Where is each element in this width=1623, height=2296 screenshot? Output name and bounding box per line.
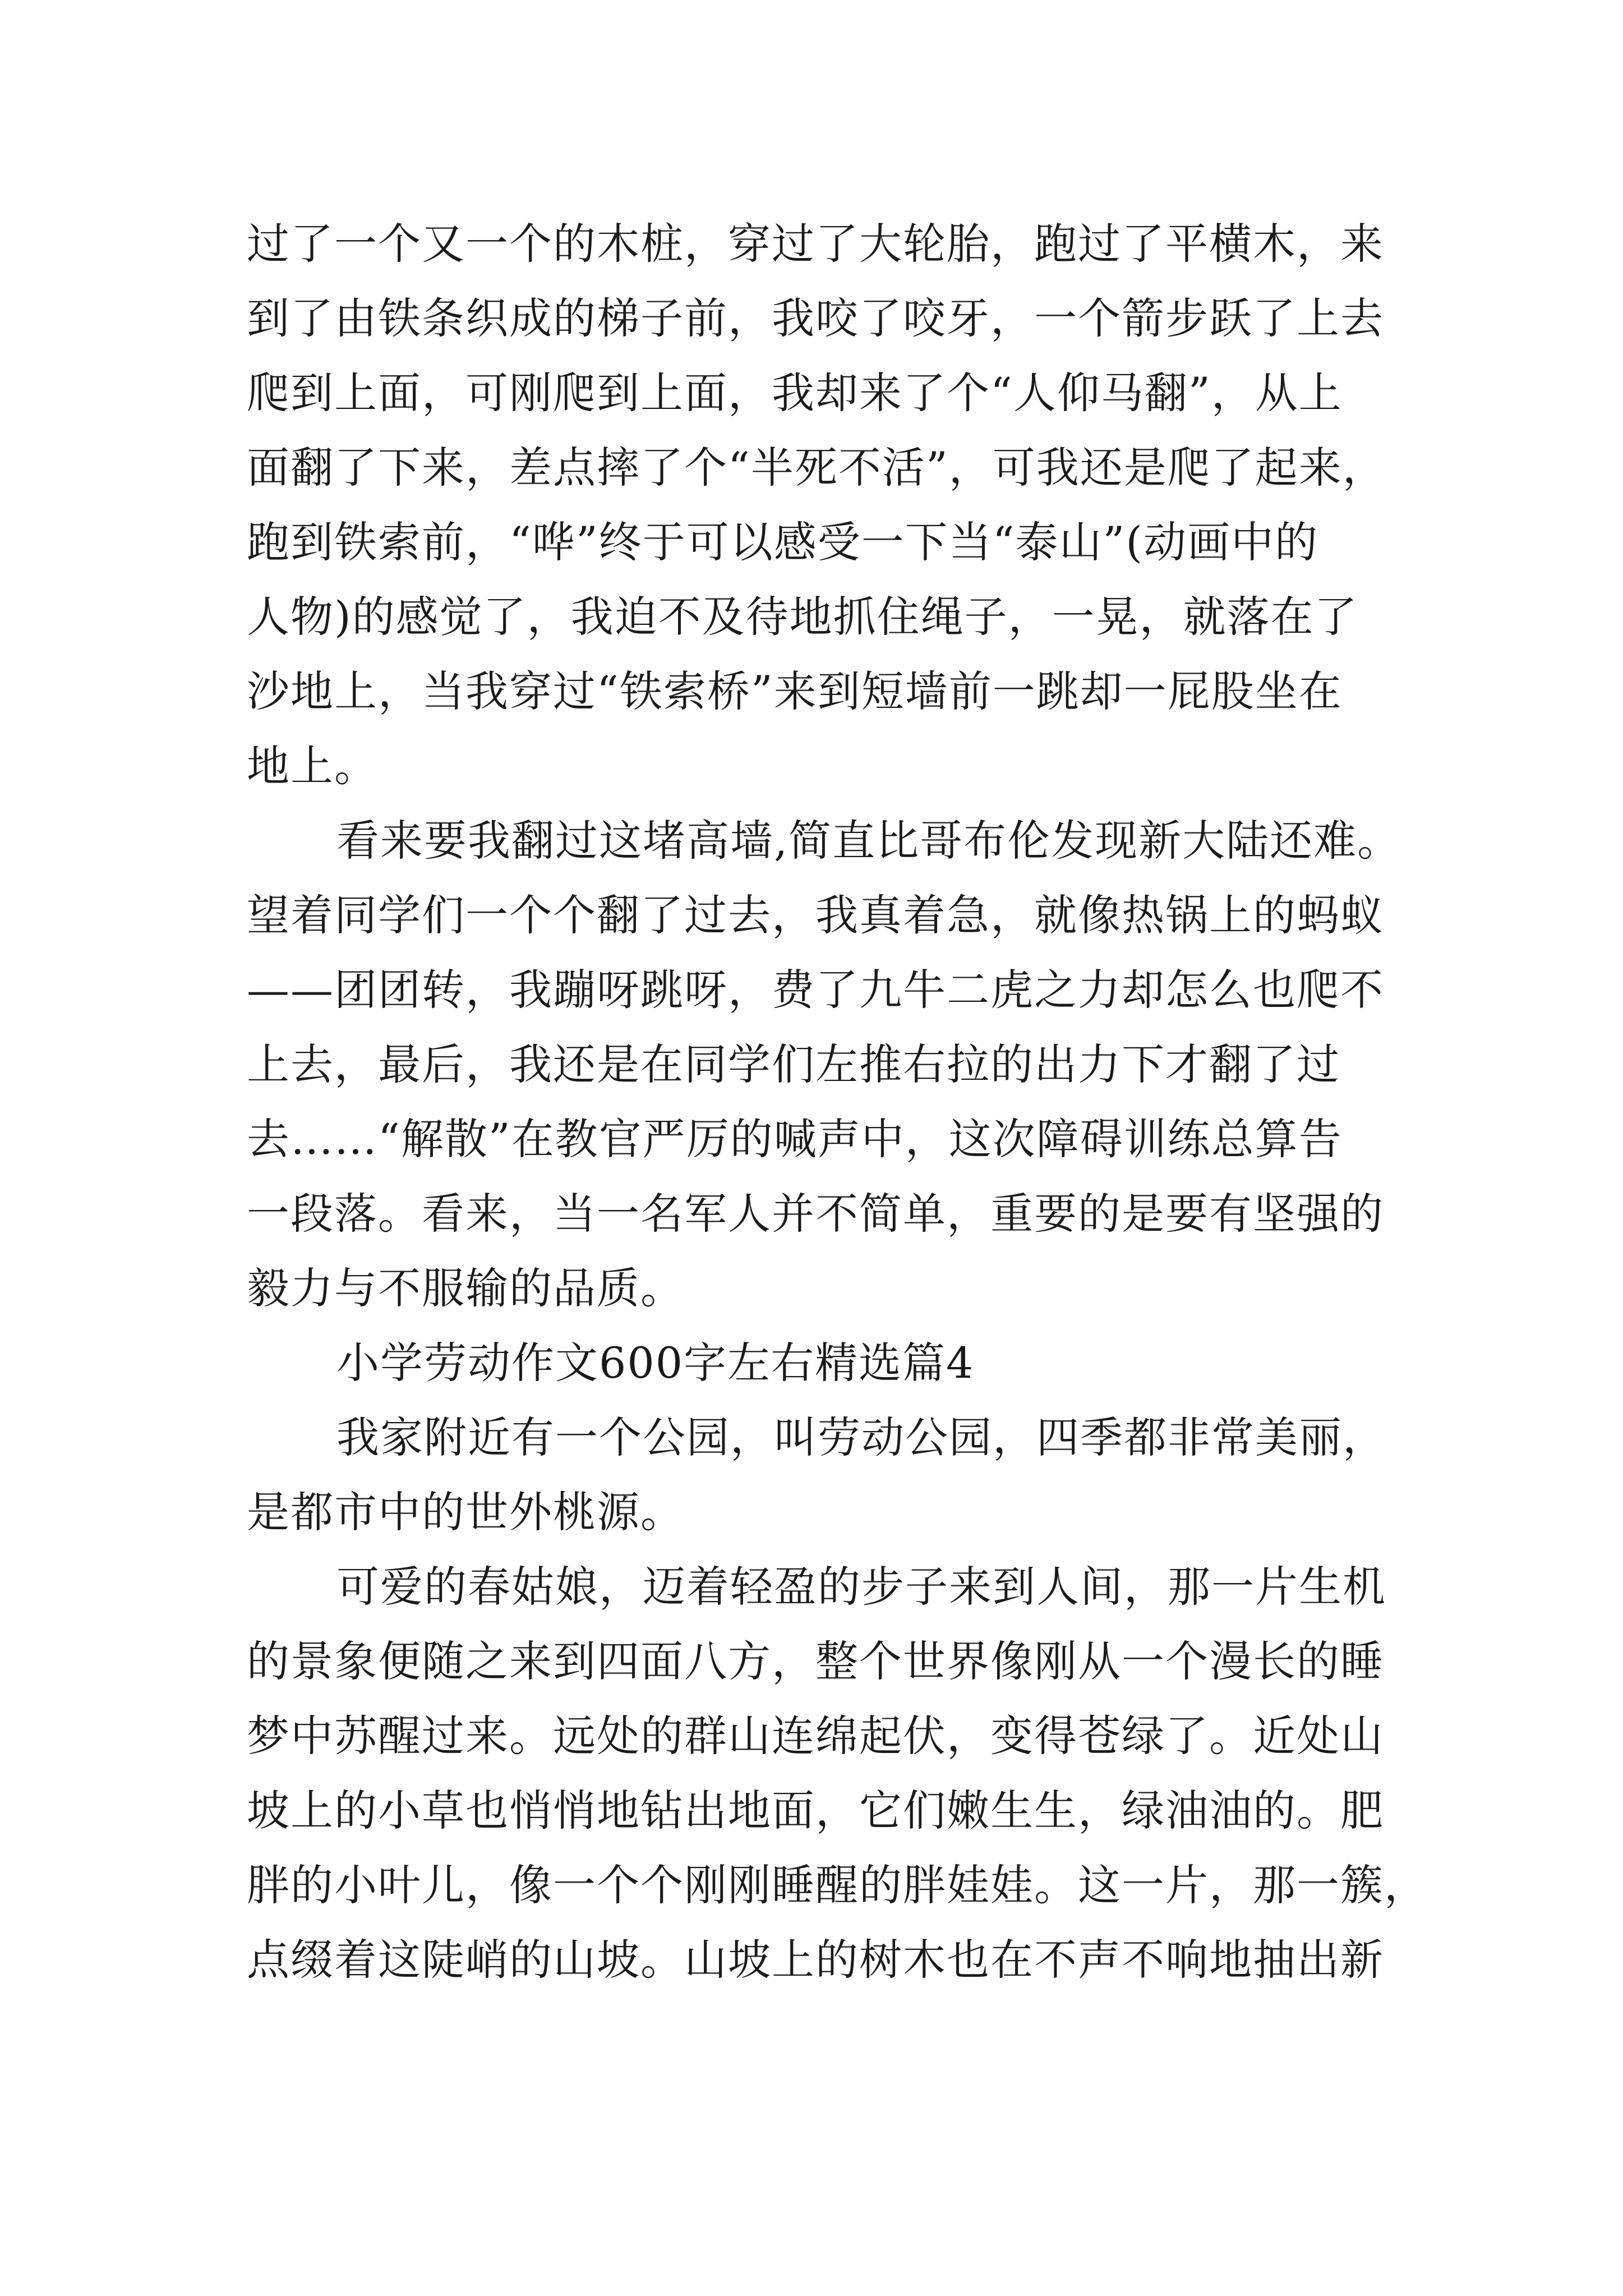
paragraph-start-line: 可爱的春姑娘，迈着轻盈的步子来到人间，那一片生机: [336, 1562, 1386, 1612]
text-line-14: 一段落。看来，当一名军人并不简单，重要的是要有坚强的: [247, 1189, 1384, 1239]
text-line-3: 爬到上面，可刚爬到上面，我却来了个“人仰马翻”，从上: [247, 368, 1343, 418]
text-line-21: 梦中苏醒过来。远处的群山连绵起伏，变得苍绿了。近处山: [247, 1711, 1384, 1761]
text-line-20: 的景象便随之来到四面八方，整个世界像刚从一个漫长的睡: [247, 1636, 1384, 1686]
text-line-18: 是都市中的世外桃源。: [247, 1487, 684, 1537]
text-line-1: 过了一个又一个的木桩，穿过了大轮胎，跑过了平横木，来: [247, 219, 1384, 269]
text-line-22: 坡上的小草也悄悄地钻出地面，它们嫩生生，绿油油的。肥: [247, 1786, 1384, 1835]
text-line-24: 点缀着这陡峭的山坡。山坡上的树木也在不声不响地抽出新: [247, 1935, 1384, 1985]
text-line-12: 上去，最后，我还是在同学们左推右拉的出力下才翻了过: [247, 1039, 1340, 1089]
text-line-2: 到了由铁条织成的梯子前，我咬了咬牙，一个箭步跃了上去: [247, 293, 1384, 343]
text-line-10: 望着同学们一个个翻了过去，我真着急，就像热锅上的蚂蚁: [247, 890, 1384, 940]
text-line-4: 面翻了下来，差点摔了个“半死不活”，可我还是爬了起来，: [247, 443, 1386, 493]
text-line-5: 跑到铁索前，“哗”终于可以感受一下当“泰山”(动画中的: [247, 517, 1319, 567]
text-line-15: 毅力与不服输的品质。: [247, 1263, 684, 1313]
text-line-23: 胖的小叶儿，像一个个刚刚睡醒的胖娃娃。这一片，那一簇，: [247, 1860, 1428, 1910]
section-heading: 小学劳动作文600字左右精选篇4: [336, 1338, 975, 1388]
paragraph-start-line: 我家附近有一个公园，叫劳动公园，四季都非常美丽，: [336, 1412, 1386, 1462]
text-line-7: 沙地上，当我穿过“铁索桥”来到短墙前一跳却一屁股坐在: [247, 666, 1343, 716]
text-line-13: 去……“解散”在教官严厉的喊声中，这次障碍训练总算告: [247, 1114, 1343, 1164]
text-line-11: ——团团转，我蹦呀跳呀，费了九牛二虎之力却怎么也爬不: [247, 965, 1384, 1015]
paragraph-start-line: 看来要我翻过这堵高墙,简直比哥布伦发现新大陆还难。: [336, 816, 1401, 866]
text-line-8: 地上。: [247, 741, 378, 791]
text-line-6: 人物)的感觉了，我迫不及待地抓住绳子，一晃，就落在了: [247, 592, 1358, 642]
